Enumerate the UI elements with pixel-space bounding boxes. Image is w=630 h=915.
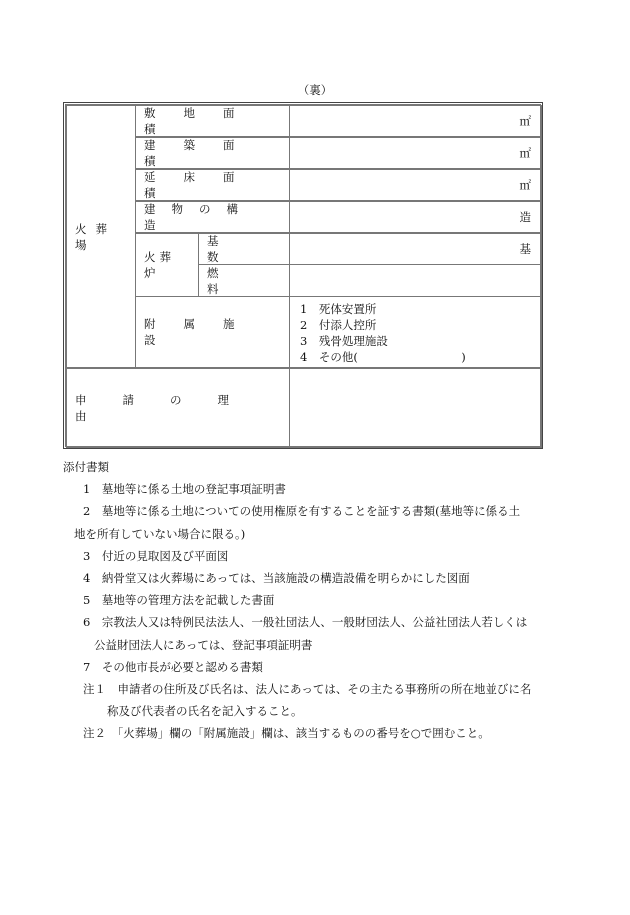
building-area-label [136, 137, 289, 169]
reason-label-cell [66, 368, 290, 448]
note-1-cont: 称及び代表者の氏名を記入すること。 [107, 704, 303, 719]
furnace-count-text: 基数 [207, 234, 257, 264]
structure-label-cell [135, 201, 290, 233]
attachment-item: 3 付近の見取図及び平面図 [83, 548, 229, 563]
facility-label [136, 316, 289, 348]
site-area-text: 敷地面積 [144, 106, 263, 136]
structure-label [136, 201, 289, 233]
floor-area-label [136, 169, 289, 201]
attachment-item-cont: 地を所有していない場合に限る。) [74, 526, 246, 541]
floor-area-value-cell[interactable] [289, 169, 542, 201]
fuel-text: 燃料 [207, 265, 257, 296]
attachment-item: 7 その他市長が必要と認める書類 [83, 659, 263, 674]
reason-label [67, 392, 289, 424]
floor-area-unit: ㎡ [519, 178, 531, 192]
attachment-item: 6 宗教法人又は特例民法法人、一般社団法人、一般財団法人、公益社団法人若しくは [83, 615, 528, 630]
facility-item: 2 付添人控所 [300, 318, 377, 332]
attachment-item: 4 納骨堂又は火葬場にあっては、当該施設の構造設備を明らかにした図面 [83, 571, 470, 586]
site-area-label-cell [135, 105, 290, 137]
attachment-item: 2 墓地等に係る土地についての使用権原を有することを証する書類(墓地等に係る土 [83, 504, 521, 519]
fuel-label-cell [198, 264, 290, 297]
attachments-section [63, 456, 563, 745]
furnace-label-cell [135, 233, 199, 297]
furnace-count-value-cell[interactable] [289, 233, 542, 265]
facility-label-cell [135, 296, 290, 368]
reason-text: 申請の理由 [75, 393, 265, 423]
facility-list [290, 297, 476, 369]
structure-text: 建物の構造 [144, 202, 254, 232]
site-area-value-cell[interactable] [289, 105, 542, 137]
note-1: 注１ 申請者の住所及び氏名は、法人にあっては、その主たる事務所の所在地並びに名 [83, 682, 532, 697]
structure-value-cell[interactable] [289, 201, 542, 233]
building-area-unit: ㎡ [519, 146, 531, 160]
attachment-item-cont: 公益財団法人にあっては、登記事項証明書 [94, 637, 313, 652]
reason-value-cell[interactable] [289, 368, 542, 448]
application-table [63, 102, 543, 449]
furnace-count-label [199, 233, 289, 265]
crematorium-label-cell [66, 105, 136, 368]
note-2: 注２ 「火葬場」欄の「附属施設」欄は、該当するものの番号を○で囲むこと。 [83, 726, 490, 741]
furnace-count-unit: 基 [519, 242, 531, 256]
furnace-count-label-cell [198, 233, 290, 265]
facility-item: 1 死体安置所 [300, 302, 377, 316]
building-area-label-cell [135, 137, 290, 169]
floor-area-label-cell [135, 169, 290, 201]
crematorium-label: 火葬場 [75, 221, 116, 252]
furnace-label: 火葬炉 [144, 250, 175, 280]
attachment-item: 5 墓地等の管理方法を記載した書面 [83, 593, 275, 608]
building-area-value-cell[interactable] [289, 137, 542, 169]
site-area-unit: ㎡ [519, 114, 531, 128]
facility-item: 3 残骨処理施設 [300, 334, 388, 348]
floor-area-text: 延床面積 [144, 170, 263, 200]
facility-item: 4 その他( ) [300, 350, 466, 364]
attachment-item: 1 墓地等に係る土地の登記事項証明書 [83, 482, 286, 497]
page-side-label: （裏） [297, 83, 333, 97]
site-area-label [136, 105, 289, 137]
attachments-heading: 添付書類 [63, 460, 109, 474]
facility-list-cell[interactable] [289, 296, 542, 368]
structure-unit: 造 [519, 210, 531, 224]
fuel-value-cell[interactable] [289, 264, 542, 297]
building-area-text: 建築面積 [144, 138, 263, 168]
fuel-label [199, 265, 289, 297]
facility-text: 附属施設 [144, 317, 263, 347]
